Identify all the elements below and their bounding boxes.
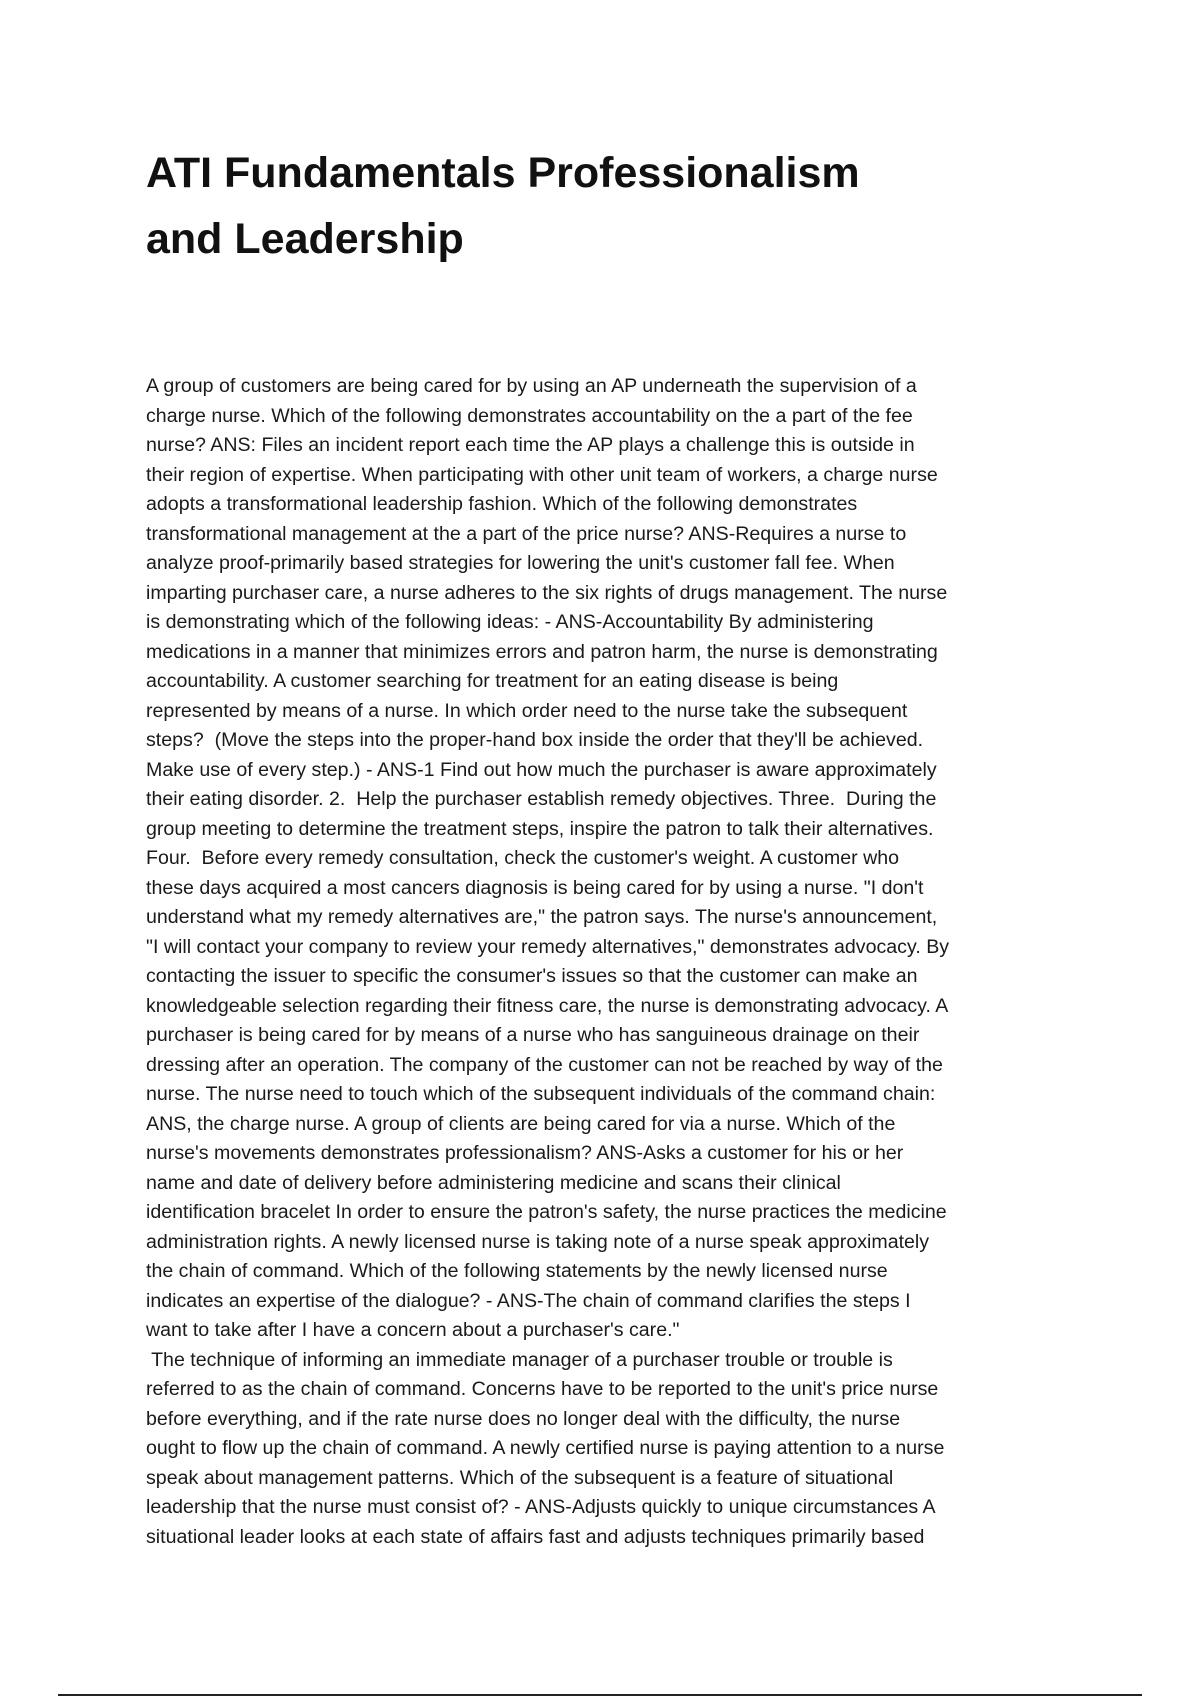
body-line: medications in a manner that minimizes errors and patron harm, the nurse is demonstrating — [146, 640, 938, 663]
body-line: contacting the issuer to specific the consumer's issues so that the customer can make an — [146, 965, 918, 987]
body-line: group meeting to determine the treatment steps, inspire the patron to talk their alternatives. — [146, 817, 934, 840]
body-line: situational leader looks at each state of affairs fast and adjusts techniques primarily based — [146, 1525, 925, 1548]
footer-divider — [58, 1694, 1142, 1696]
body-line: nurse? ANS: Files an incident report each time the AP plays a challenge this is outside in — [146, 434, 915, 456]
body-line: indicates an expertise of the dialogue? - ANS-The chain of command clarifies the steps I — [146, 1289, 911, 1312]
body-line: A group of customers are being cared for by using an AP underneath the supervision of a — [146, 375, 917, 397]
body-line: these days acquired a most cancers diagnosis is being cared for by using a nurse. "I don't — [146, 876, 924, 899]
body-line: referred to as the chain of command. Concerns have to be reported to the unit's price nurse — [146, 1378, 939, 1400]
body-paragraph — [146, 372, 1076, 1552]
body-line: want to take after I have a concern about a purchaser's care." — [146, 1319, 680, 1341]
body-line: knowledgeable selection regarding their fitness care, the nurse is demonstrating advocacy. A — [146, 994, 949, 1017]
body-line: the chain of command. Which of the following statements by the newly licensed nurse — [146, 1260, 888, 1282]
body-line: Make use of every step.) - ANS-1 Find out how much the purchaser is aware approximately — [146, 758, 937, 781]
body-line: is demonstrating which of the following ideas: - ANS-Accountability By administering — [146, 611, 874, 633]
body-line: nurse's movements demonstrates professionalism? ANS-Asks a customer for his or her — [146, 1142, 904, 1164]
body-line: speak about management patterns. Which of the subsequent is a feature of situational — [146, 1466, 894, 1489]
body-line: adopts a transformational leadership fashion. Which of the following demonstrates — [146, 493, 858, 515]
title-line: ATI Fundamentals Professionalism — [146, 149, 860, 197]
body-line: purchaser is being cared for by means of a nurse who has sanguineous drainage on their — [146, 1024, 920, 1046]
body-line: administration rights. A newly licensed nurse is taking note of a nurse speak approximately — [146, 1230, 930, 1253]
body-line: accountability. A customer searching for treatment for an eating disease is being — [146, 670, 839, 692]
body-line: their region of expertise. When participating with other unit team of workers, a charge nurse — [146, 463, 938, 486]
body-line: identification bracelet In order to ensure the patron's safety, the nurse practices the medicine — [146, 1201, 947, 1223]
body-line: analyze proof-primarily based strategies for lowering the unit's customer fall fee. When — [146, 552, 895, 574]
body-line: steps? (Move the steps into the proper-hand box inside the order that they'll be achieved. — [146, 729, 924, 751]
body-line: leadership that the nurse must consist of? - ANS-Adjusts quickly to unique circumstances A — [146, 1496, 936, 1518]
body-line: nurse. The nurse need to touch which of the subsequent individuals of the command chain: — [146, 1083, 936, 1105]
body-line: name and date of delivery before administering medicine and scans their clinical — [146, 1171, 841, 1194]
body-line: represented by means of a nurse. In which order need to the nurse take the subsequent — [146, 699, 908, 722]
title-line: and Leadership — [146, 215, 464, 263]
body-line: imparting purchaser care, a nurse adheres to the six rights of drugs management. The nurse — [146, 581, 948, 604]
body-line: dressing after an operation. The company of the customer can not be reached by way of the — [146, 1053, 943, 1076]
page-title — [146, 140, 1046, 272]
body-line: The technique of informing an immediate manager of a purchaser trouble or trouble is — [146, 1348, 893, 1371]
body-line: their eating disorder. 2. Help the purchaser establish remedy objectives. Three. During the — [146, 788, 937, 810]
body-line: ought to flow up the chain of command. A newly certified nurse is paying attention to a nurse — [146, 1437, 945, 1459]
body-line: before everything, and if the rate nurse does no longer deal with the difficulty, the nurse — [146, 1407, 901, 1430]
body-line: ANS, the charge nurse. A group of clients are being cared for via a nurse. Which of the — [146, 1112, 896, 1135]
body-line: charge nurse. Which of the following demonstrates accountability on the a part of the fee — [146, 404, 913, 427]
body-line: understand what my remedy alternatives are," the patron says. The nurse's announcement, — [146, 906, 938, 928]
body-line: "I will contact your company to review your remedy alternatives," demonstrates advocacy. By — [146, 935, 950, 958]
body-line: Four. Before every remedy consultation, check the customer's weight. A customer who — [146, 847, 900, 869]
body-line: transformational management at the a part of the price nurse? ANS-Requires a nurse to — [146, 522, 907, 545]
